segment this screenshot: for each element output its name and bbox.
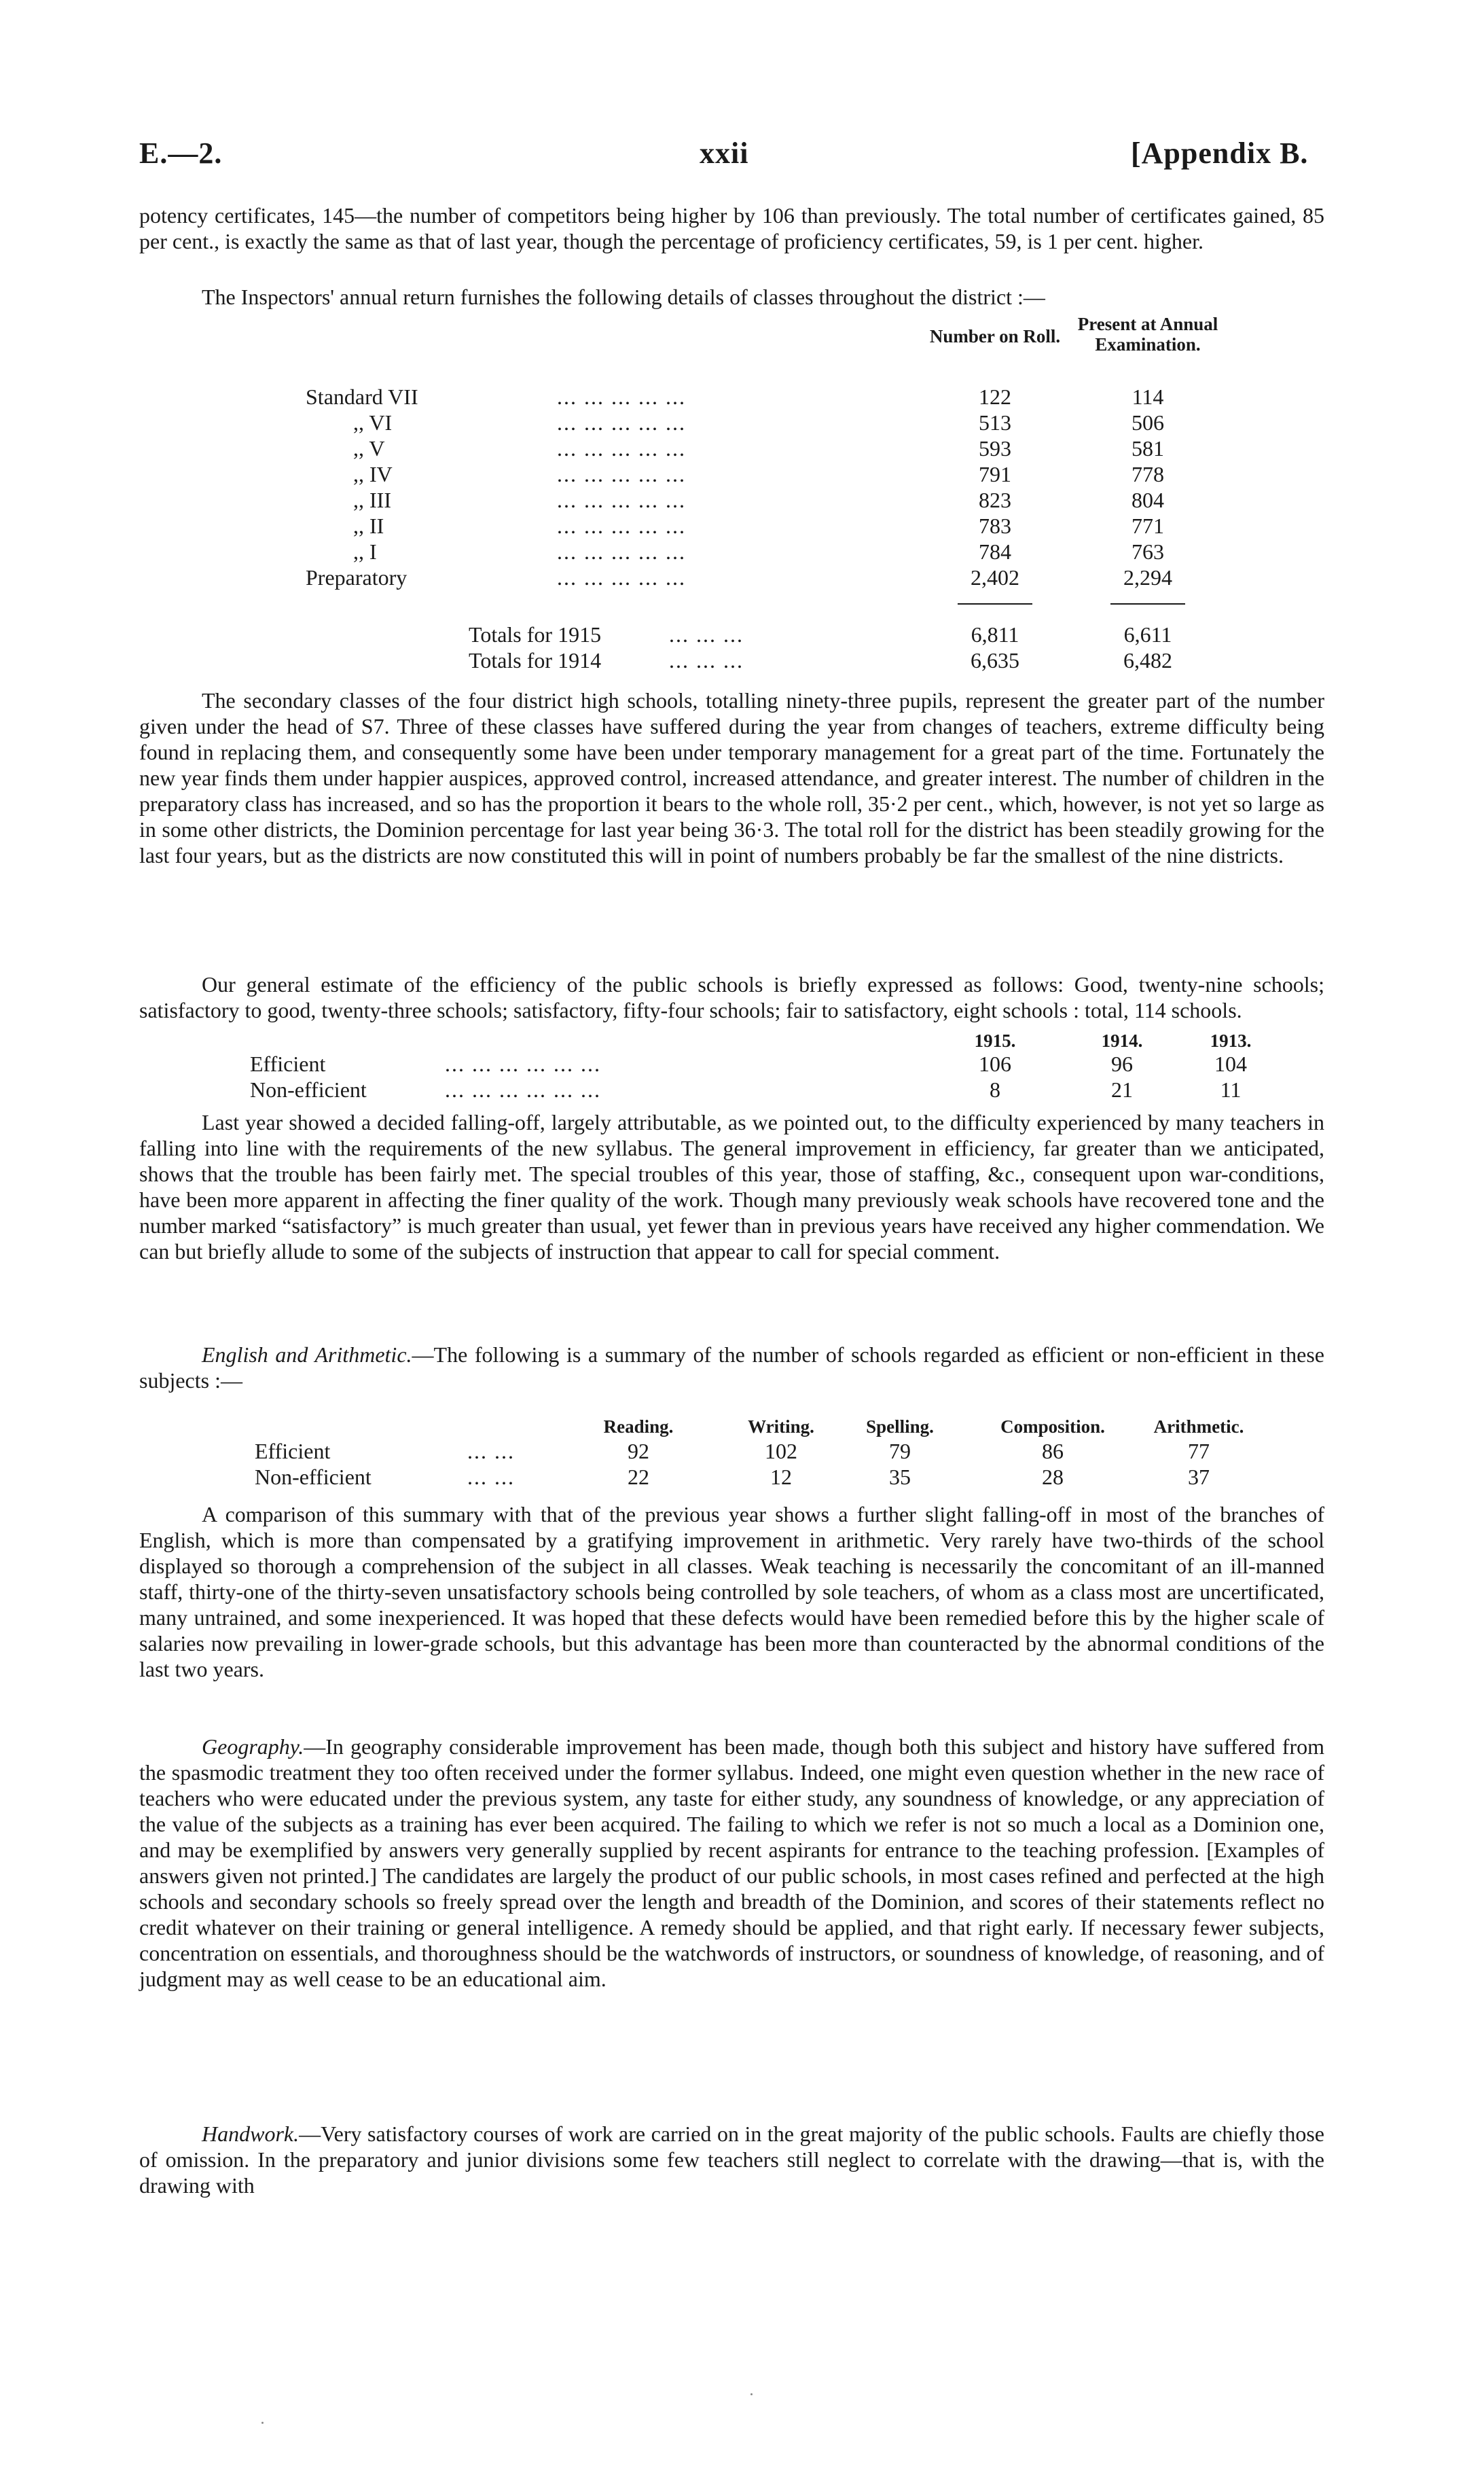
row-label: ,, III bbox=[353, 488, 391, 512]
row-label: ,, II bbox=[353, 514, 384, 538]
present-value: 763 bbox=[1132, 539, 1164, 564]
row-label: Non-efficient bbox=[250, 1077, 367, 1102]
paragraph-6 bbox=[139, 1342, 1324, 1393]
present-value: 778 bbox=[1132, 462, 1164, 486]
spelling-value: 35 bbox=[889, 1465, 911, 1489]
sum-rule bbox=[958, 603, 1032, 605]
present-value: 2,294 bbox=[1123, 565, 1172, 590]
roll-value: 122 bbox=[979, 384, 1011, 409]
row-label: Preparatory bbox=[306, 565, 408, 590]
reading-value: 92 bbox=[628, 1439, 649, 1463]
row-label: ,, IV bbox=[353, 462, 393, 486]
paragraph-4: Our general estimate of the efficiency of the public schools is briefly expressed as follows: Good, twenty-nine schools; satisfactory to good, twenty-three schools; satisfactory, fifty-four schools; fair to satisfactory, eight schools : total, 114 schools. bbox=[139, 972, 1324, 1022]
present-value: 506 bbox=[1132, 410, 1164, 435]
roll-value: 2,402 bbox=[971, 565, 1019, 590]
paragraph-8 bbox=[139, 1734, 1324, 1992]
paragraph-1: potency certificates, 145—the number of competitors being higher by 106 than previously. The total number of certificates gained, 85 per cent., is exactly the same as that of last year, though the percentage of proficiency certificates, 59, is 1 per cent. higher. bbox=[139, 203, 1324, 253]
roll-value: 513 bbox=[979, 410, 1011, 435]
section-heading-handwork: Handwork. bbox=[202, 2122, 300, 2146]
leader-dots: ... ... ... ... ... bbox=[557, 514, 686, 538]
paragraph-6-text: —The following is a summary of the number of schools regarded as efficient or non-efficient in these subjects :— bbox=[139, 1342, 1325, 1393]
present-value: 804 bbox=[1132, 488, 1164, 512]
spelling-value: 79 bbox=[889, 1439, 911, 1463]
leader-dots: ... ... ... ... ... bbox=[557, 462, 686, 486]
leader-dots: ... ... ... ... ... ... bbox=[445, 1052, 601, 1076]
present-value: 581 bbox=[1132, 436, 1164, 461]
section-heading-geography: Geography. bbox=[202, 1734, 304, 1759]
subject-header: Spelling. bbox=[866, 1416, 934, 1437]
sum-rule bbox=[1110, 603, 1185, 605]
roll-value: 791 bbox=[979, 462, 1011, 486]
row-label: Efficient bbox=[255, 1439, 331, 1463]
paragraph-2: The Inspectors' annual return furnishes the following details of classes throughout the district :— bbox=[202, 285, 1045, 309]
present-value: 114 bbox=[1132, 384, 1164, 409]
value-1914: 96 bbox=[1111, 1052, 1133, 1076]
present-value: 6,482 bbox=[1123, 648, 1172, 673]
leader-dots: ... ... bbox=[467, 1465, 515, 1489]
composition-value: 86 bbox=[1042, 1439, 1064, 1463]
roll-value: 6,635 bbox=[971, 648, 1019, 673]
leader-dots: ... ... ... ... ... bbox=[557, 539, 686, 564]
subject-header: Reading. bbox=[603, 1416, 674, 1437]
paragraph-7: A comparison of this summary with that of the previous year shows a further slight falling-off in most of the branches of English, which is more than compensated by a gratifying improvement in arithmetic. Very rarely have two-thirds of the school displayed so thorough a comprehension of the subject in all classes. Weak teaching is necessarily the concomitant of an ill-manned staff, thirty-one of the thirty-seven unsatisfactory schools being controlled by sole teachers, of whom as a class most are uncertificated, many untrained, and some inexperienced. It was hoped that these defects would have been remedied before this by the higher scale of salaries now prevailing in lower-grade schools, but this advantage has been more than counteracted by the abnormal conditions of the last two years. bbox=[139, 1502, 1324, 1681]
roll-value: 823 bbox=[979, 488, 1011, 512]
arithmetic-value: 37 bbox=[1188, 1465, 1210, 1489]
subject-header: Arithmetic. bbox=[1153, 1416, 1244, 1437]
page-number: xxii bbox=[700, 137, 749, 170]
present-value: 771 bbox=[1132, 514, 1164, 538]
row-label: Non-efficient bbox=[255, 1465, 372, 1489]
year-header: 1913. bbox=[1210, 1031, 1252, 1051]
leader-dots: ... ... ... bbox=[669, 648, 744, 673]
subject-header: Composition. bbox=[1000, 1416, 1105, 1437]
roll-value: 784 bbox=[979, 539, 1011, 564]
leader-dots: ... ... ... ... ... bbox=[557, 488, 686, 512]
leader-dots: ... ... ... ... ... bbox=[557, 436, 686, 461]
reading-value: 22 bbox=[628, 1465, 649, 1489]
writing-value: 102 bbox=[765, 1439, 797, 1463]
paragraph-9-text: —Very satisfactory courses of work are carried on in the great majority of the public schools. Faults are chiefly those of omission. In the preparatory and junior divisions some few teachers still neglect to correlate with the drawing—that is, with the drawing with bbox=[139, 2122, 1324, 2198]
row-label: ,, I bbox=[353, 539, 377, 564]
page-series-label: E.—2. bbox=[139, 137, 223, 170]
roll-value: 783 bbox=[979, 514, 1011, 538]
roll-value: 6,811 bbox=[971, 622, 1019, 647]
paragraph-5: Last year showed a decided falling-off, largely attributable, as we pointed out, to the difficulty experienced by many teachers in falling into line with the requirements of the new syllabus. The general improvement in efficiency, far greater than we anticipated, shows that the trouble has been fairly met. The special troubles of this year, those of staffing, &c., consequent upon war-conditions, have been more apparent in affecting the finer quality of the work. Though many previously weak schools have recovered tone and the number marked “satisfactory” is much greater than usual, yet fewer than in previous years have received any higher commendation. We can but briefly allude to some of the subjects of instruction that appear to call for special comment. bbox=[139, 1110, 1324, 1264]
row-label: ,, V bbox=[353, 436, 385, 461]
value-1915: 106 bbox=[979, 1052, 1011, 1076]
leader-dots: ... ... ... ... ... bbox=[557, 384, 686, 409]
writing-value: 12 bbox=[770, 1465, 792, 1489]
year-header: 1914. bbox=[1101, 1031, 1143, 1051]
row-label: Standard VII bbox=[306, 384, 418, 409]
value-1913: 11 bbox=[1220, 1077, 1242, 1102]
paragraph-9 bbox=[139, 2121, 1324, 2198]
row-label: Totals for 1914 bbox=[469, 648, 602, 673]
present-value: 6,611 bbox=[1123, 622, 1172, 647]
value-1914: 21 bbox=[1111, 1077, 1133, 1102]
col-header-present: Present at Annual Examination. bbox=[1077, 314, 1218, 355]
value-1915: 8 bbox=[990, 1077, 1000, 1102]
arithmetic-value: 77 bbox=[1188, 1439, 1210, 1463]
roll-value: 593 bbox=[979, 436, 1011, 461]
leader-dots: ... ... ... ... ... bbox=[557, 565, 686, 590]
leader-dots: ... ... ... bbox=[669, 622, 744, 647]
leader-dots: ... ... ... ... ... bbox=[557, 410, 686, 435]
leader-dots: ... ... ... ... ... ... bbox=[445, 1077, 601, 1102]
scan-speck bbox=[261, 2422, 264, 2424]
col-header-roll: Number on Roll. bbox=[929, 326, 1061, 346]
paragraph-8-text: —In geography considerable improvement has been made, though both this subject and history have suffered from the spasmodic treatment they too often received under the former syllabus. Indeed, one might even question whether in the new race of teachers who were educated under the previous system, any taste for either study, any soundness of knowledge, or any appreciation of the value of the subjects as a training has ever been acquired. The failing to which we refer is not so much a local as a Dominion one, and may be exemplified by answers very generally supplied by recent aspirants for entrance to the teaching profession. [Examples of answers given not printed.] The candidates are largely the product of our public schools, in most cases refined and perfected at the high schools and secondary schools so freely spread over the length and breadth of the Dominion, and scores of their statements reflect no credit whatever on their training or general intelligence. A remedy should be applied, and that right early. If necessary fewer subjects, concentration on essentials, and thoroughness should be the watchwords of instructors, or soundness of knowledge, of reasoning, and of judgment may as well cease to be an educational aim. bbox=[139, 1734, 1324, 1991]
row-label: Totals for 1915 bbox=[469, 622, 602, 647]
row-label: Efficient bbox=[250, 1052, 326, 1076]
row-label: ,, VI bbox=[353, 410, 393, 435]
value-1913: 104 bbox=[1214, 1052, 1247, 1076]
year-header: 1915. bbox=[974, 1031, 1016, 1051]
scan-speck bbox=[750, 2393, 753, 2395]
leader-dots: ... ... bbox=[467, 1439, 515, 1463]
subject-header: Writing. bbox=[748, 1416, 814, 1437]
appendix-label: [Appendix B. bbox=[1131, 137, 1309, 170]
section-heading-english-arithmetic: English and Arithmetic. bbox=[202, 1342, 412, 1367]
paragraph-3: The secondary classes of the four district high schools, totalling ninety-three pupils, represent the greater part of the number given under the head of S7. Three of these classes have suffered during the year from changes of teachers, extreme difficulty being found in replacing them, and consequently some have been under temporary management for a great part of the time. Fortunately the new year finds them under happier auspices, approved control, increased attendance, and greater interest. The number of children in the preparatory class has increased, and so has the proportion it bears to the whole roll, 35·2 per cent., which, however, is not yet so large as in some other districts, the Dominion percentage for last year being 36·3. The total roll for the district has been steadily growing for the last four years, but as the districts are now constituted this will in point of numbers probably be far the smallest of the nine districts. bbox=[139, 688, 1324, 867]
composition-value: 28 bbox=[1042, 1465, 1064, 1489]
